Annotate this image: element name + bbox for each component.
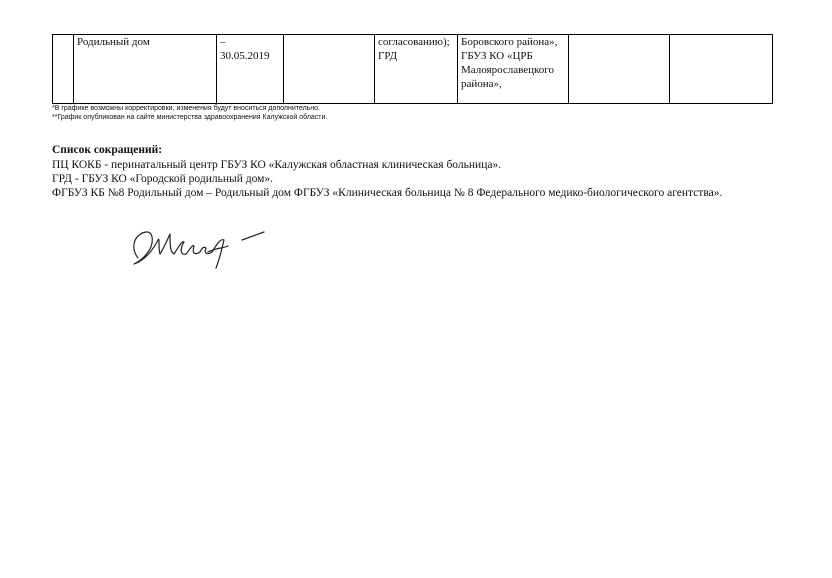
table-cell-date <box>217 35 284 104</box>
table-cell-number <box>53 35 74 104</box>
table-row <box>53 35 773 104</box>
footnote-corrections: *В графике возможны корректировки, изменения будут вноситься дополнительно. <box>52 105 320 112</box>
footnote-published: **График опубликован на сайте министерства здравоохранения Калужской области. <box>52 114 328 121</box>
table-cell-empty <box>569 35 670 104</box>
abbreviation-item: ГРД - ГБУЗ КО «Городской родильный дом». <box>52 173 274 185</box>
abbreviation-item: ПЦ КОКБ - перинатальный центр ГБУЗ КО «Калужская областная клиническая больница». <box>52 159 502 171</box>
table-cell-participants: Боровского района», ГБУЗ КО «ЦРБ Малоярославецкого района», <box>458 35 569 104</box>
schedule-table-fragment <box>52 34 773 104</box>
footnotes <box>52 104 327 122</box>
table-cell-empty <box>284 35 375 104</box>
abbreviation-item: ФГБУЗ КБ №8 Родильный дом – Родильный дом ФГБУЗ «Клиническая больница № 8 Федерального медико-биологического агентства». <box>52 187 723 199</box>
signature-icon <box>124 218 284 278</box>
table-cell-empty <box>670 35 773 104</box>
date-value: 30.05.2019 <box>220 50 270 62</box>
table-cell-organizer: согласованию); ГРД <box>375 35 458 104</box>
abbreviations-heading: Список сокращений: <box>52 144 163 156</box>
date-dash: – <box>220 36 226 48</box>
table-cell-name: Родильный дом <box>74 35 217 104</box>
abbreviations-section <box>52 143 784 200</box>
